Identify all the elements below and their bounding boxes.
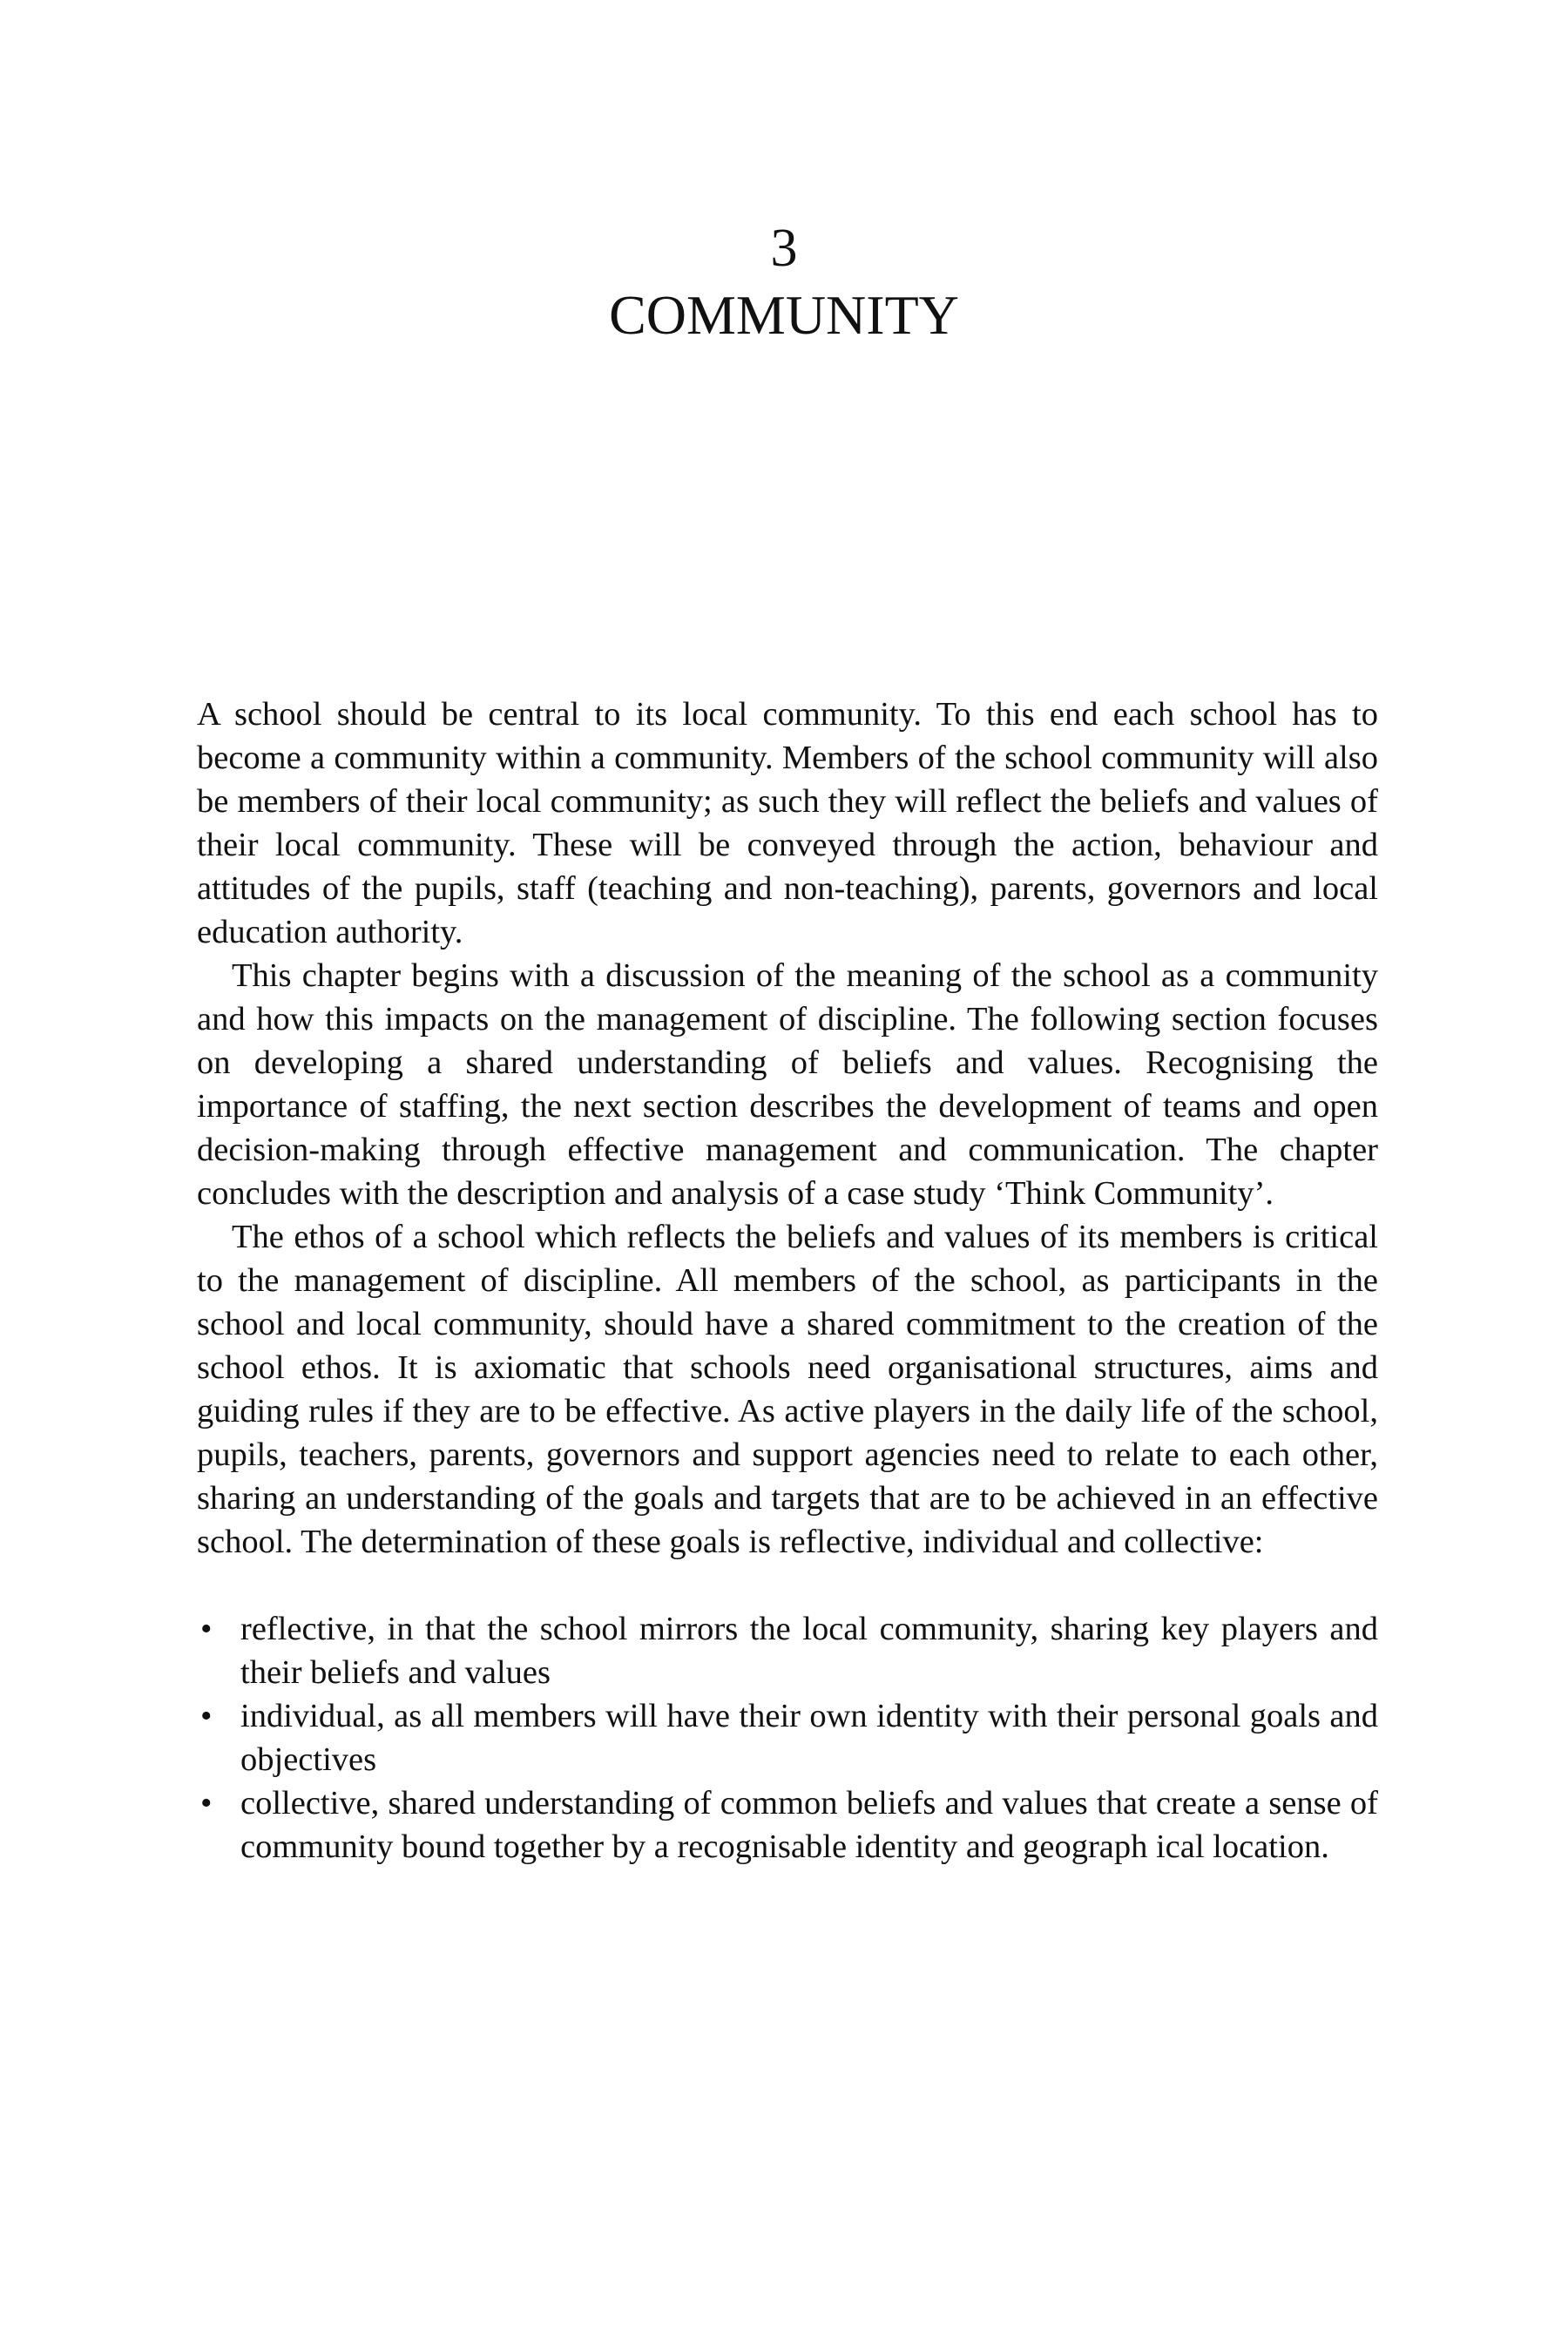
- bullet-text: collective, shared understanding of common beliefs and values that create a sense of community bound together by a recognisable identity and geograph ical location.: [240, 1785, 1378, 1865]
- bullet-icon: •: [200, 1698, 213, 1734]
- bullet-icon: •: [200, 1611, 213, 1647]
- chapter-number: 3: [770, 219, 798, 278]
- bullet-text: reflective, in that the school mirrors the local community, sharing key players and their beliefs and values: [240, 1611, 1378, 1691]
- chapter-body: [197, 693, 1378, 1869]
- bullet-item-collective: [197, 1781, 1378, 1869]
- bullet-item-individual: [197, 1694, 1378, 1781]
- paragraph-2: This chapter begins with a discussion of the meaning of the school as a community and how this impacts on the management of discipline. The following section focuses on developing a shared understanding of beliefs and values. Recognising the importance of staffing, the next section describes the development of teams and open decision-making through effective management and communication. The chapter concludes with the description and analysis of a case study ‘Think Community’.: [197, 957, 1378, 1212]
- chapter-title: COMMUNITY: [609, 284, 959, 346]
- bullet-icon: •: [200, 1785, 213, 1821]
- paragraph-3: The ethos of a school which reflects the beliefs and values of its members is critical to the management of discipline. All members of the school, as participants in the school and local community, should have a shared commitment to the creation of the school ethos. It is axiomatic that schools need organisational structures, aims and guiding rules if they are to be effective. As active players in the daily life of the school, pupils, teachers, parents, governors and support agencies need to relate to each other, sharing an understanding of the goals and targets that are to be achieved in an effective school. The determination of these goals is reflective, individual and collective:: [197, 1219, 1378, 1560]
- paragraph-1: A school should be central to its local community. To this end each school has to become a community within a community. Members of the school community will also be members of their local community; as such they will reflect the beliefs and values of their local community. These will be conveyed through the action, behaviour and attitudes of the pupils, staff (teaching and non-teaching), parents, governors and local education authority.: [197, 696, 1378, 950]
- bullet-text: individual, as all members will have their own identity with their personal goals and objectives: [240, 1698, 1378, 1778]
- bullet-item-reflective: [197, 1607, 1378, 1694]
- bullet-list: [197, 1607, 1378, 1869]
